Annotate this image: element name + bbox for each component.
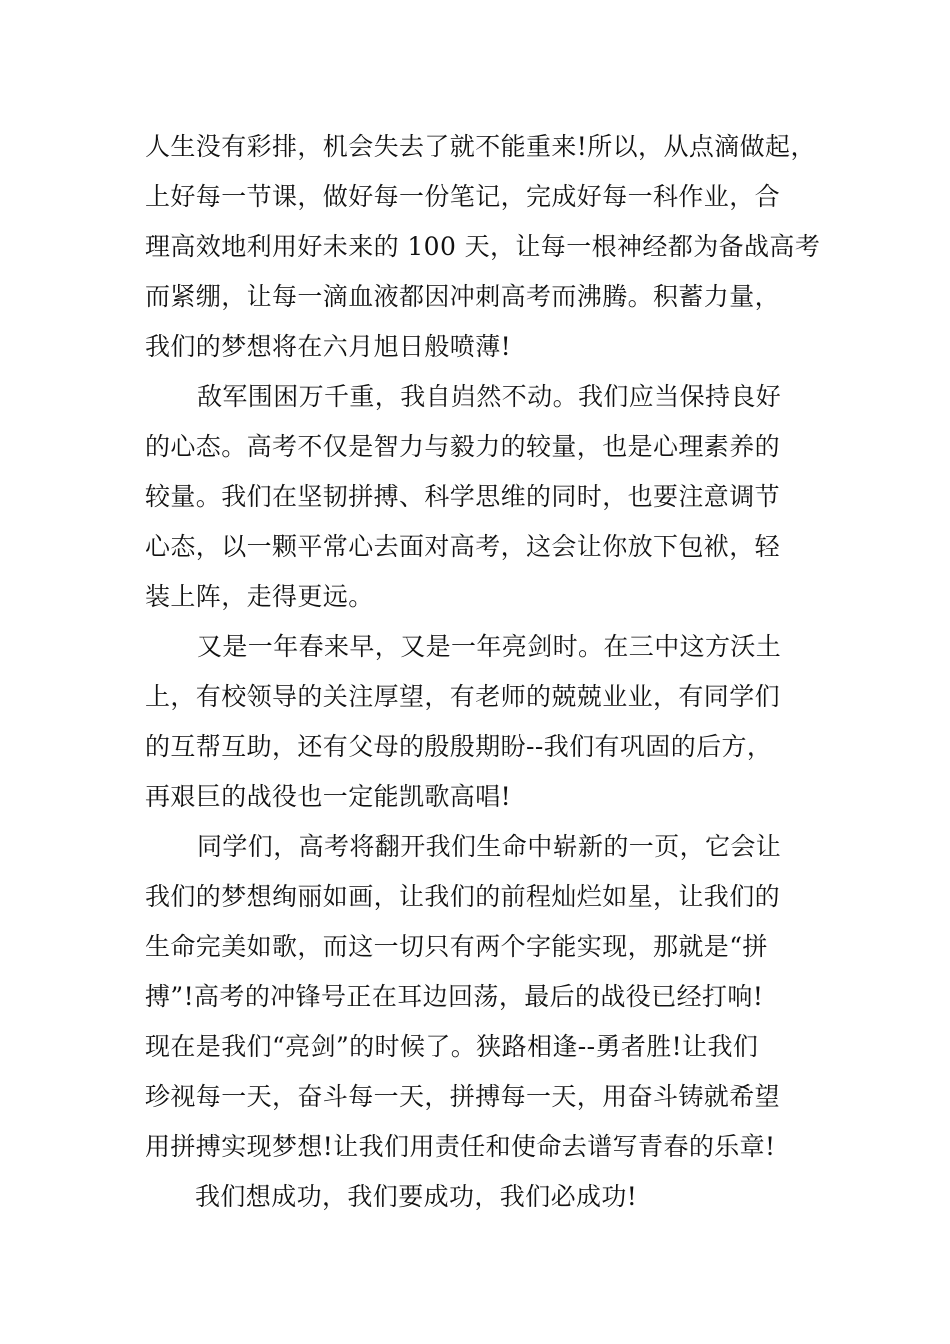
- text-line: 生命完美如歌，而这一切只有两个字能实现，那就是“拼: [145, 932, 768, 961]
- text-line: 我们的梦想绚丽如画，让我们的前程灿烂如星，让我们的: [145, 882, 781, 911]
- text-line: 用拼搏实现梦想!让我们用责任和使命去谱写青春的乐章!: [145, 1132, 776, 1161]
- closing-line: 我们想成功，我们要成功，我们必成功!: [195, 1182, 638, 1211]
- text-line: 搏”!高考的冲锋号正在耳边回荡，最后的战役已经打响!: [145, 982, 764, 1011]
- text-line: 现在是我们“亮剑”的时候了。狭路相逢--勇者胜!让我们: [145, 1032, 759, 1061]
- text-line: 上好每一节课，做好每一份笔记，完成好每一科作业，合: [145, 182, 781, 211]
- text-line: 上，有校领导的关注厚望，有老师的兢兢业业，有同学们: [145, 682, 781, 711]
- text-line: 心态，以一颗平常心去面对高考，这会让你放下包袱，轻: [145, 532, 781, 561]
- text-line: 又是一年春来早，又是一年亮剑时。在三中这方沃土: [197, 632, 782, 661]
- text-line: 的心态。高考不仅是智力与毅力的较量，也是心理素养的: [145, 432, 781, 461]
- text-line: 较量。我们在坚韧拼搏、科学思维的同时，也要注意调节: [145, 482, 781, 511]
- text-line: 我们的梦想将在六月旭日般喷薄!: [145, 332, 512, 361]
- text-line: 敌军围困万千重，我自岿然不动。我们应当保持良好: [197, 382, 782, 411]
- text-line: 再艰巨的战役也一定能凯歌高唱!: [145, 782, 512, 811]
- text-line: 而紧绷，让每一滴血液都因冲刺高考而沸腾。积蓄力量，: [145, 282, 781, 311]
- text-line: 同学们，高考将翻开我们生命中崭新的一页，它会让: [197, 832, 782, 861]
- text-line: 珍视每一天，奋斗每一天，拼搏每一天，用奋斗铸就希望: [145, 1082, 781, 1111]
- text-line: 人生没有彩排，机会失去了就不能重来!所以，从点滴做起，: [145, 132, 816, 161]
- text-line: 的互帮互助，还有父母的殷殷期盼--我们有巩固的后方，: [145, 732, 773, 761]
- text-line: 理高效地利用好未来的 100 天，让每一根神经都为备战高考: [145, 232, 821, 261]
- text-line: 装上阵，走得更远。: [145, 582, 374, 611]
